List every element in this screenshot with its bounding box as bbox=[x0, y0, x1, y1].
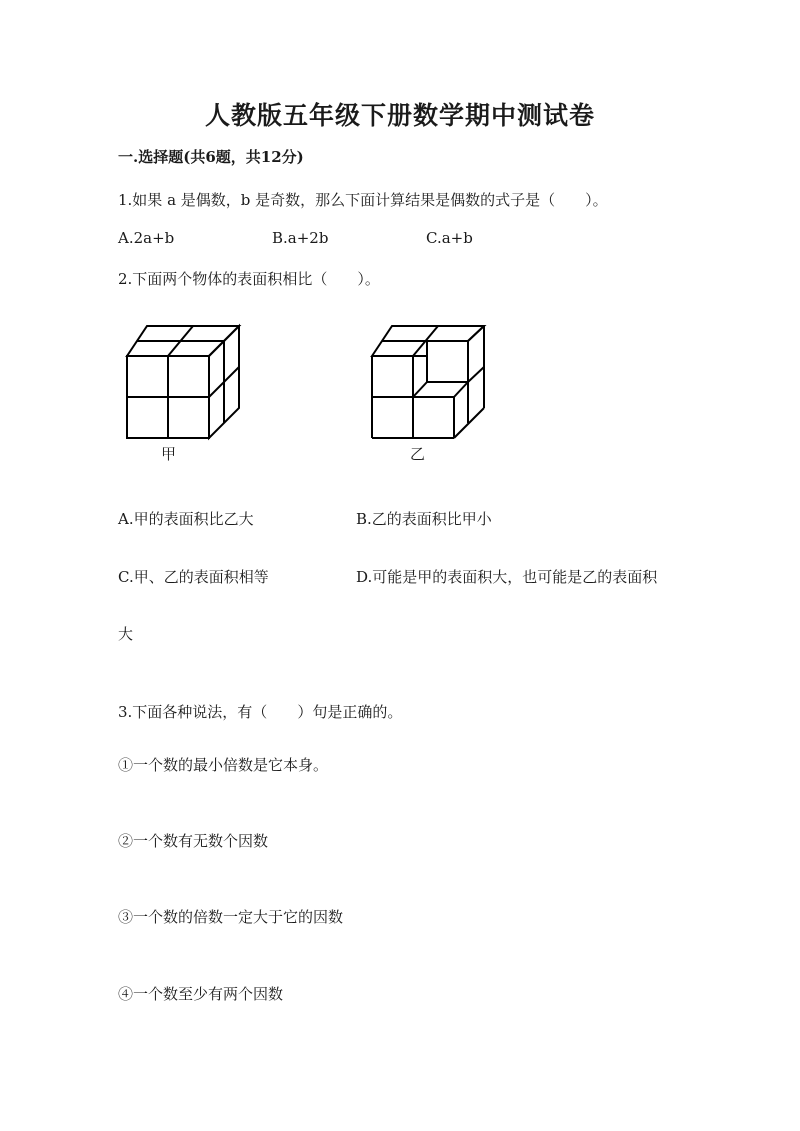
question-1-option-c: C.a+b bbox=[426, 229, 473, 247]
question-2-stem: 2.下面两个物体的表面积相比（ ）。 bbox=[118, 270, 380, 288]
question-1-option-b: B.a+2b bbox=[272, 229, 329, 247]
question-1-stem: 1.如果 a 是偶数，b 是奇数，那么下面计算结果是偶数的式子是（ ）。 bbox=[118, 191, 608, 209]
section-heading: 一.选择题(共6题，共12分) bbox=[118, 148, 304, 166]
question-2-option-b: B.乙的表面积比甲小 bbox=[356, 510, 492, 528]
question-3-statement-1: ①一个数的最小倍数是它本身。 bbox=[118, 756, 329, 774]
question-2-option-d-wrap: 大 bbox=[118, 625, 134, 643]
question-2-option-c: C.甲、乙的表面积相等 bbox=[118, 568, 269, 586]
figure-cube-yi bbox=[363, 318, 493, 447]
question-3-statement-4: ④一个数至少有两个因数 bbox=[118, 985, 284, 1003]
figure-label-yi: 乙 bbox=[410, 445, 426, 463]
question-1-option-a: A.2a+b bbox=[118, 229, 175, 247]
question-2-option-a: A.甲的表面积比乙大 bbox=[118, 510, 254, 528]
question-3-stem: 3.下面各种说法，有（ ）句是正确的。 bbox=[118, 703, 403, 721]
page-title: 人教版五年级下册数学期中测试卷 bbox=[204, 101, 595, 130]
figure-cube-jia bbox=[118, 318, 248, 447]
question-2-option-d: D.可能是甲的表面积大，也可能是乙的表面积 bbox=[356, 568, 658, 586]
figure-label-jia: 甲 bbox=[161, 445, 177, 463]
question-3-statement-2: ②一个数有无数个因数 bbox=[118, 832, 269, 850]
question-3-statement-3: ③一个数的倍数一定大于它的因数 bbox=[118, 908, 344, 926]
